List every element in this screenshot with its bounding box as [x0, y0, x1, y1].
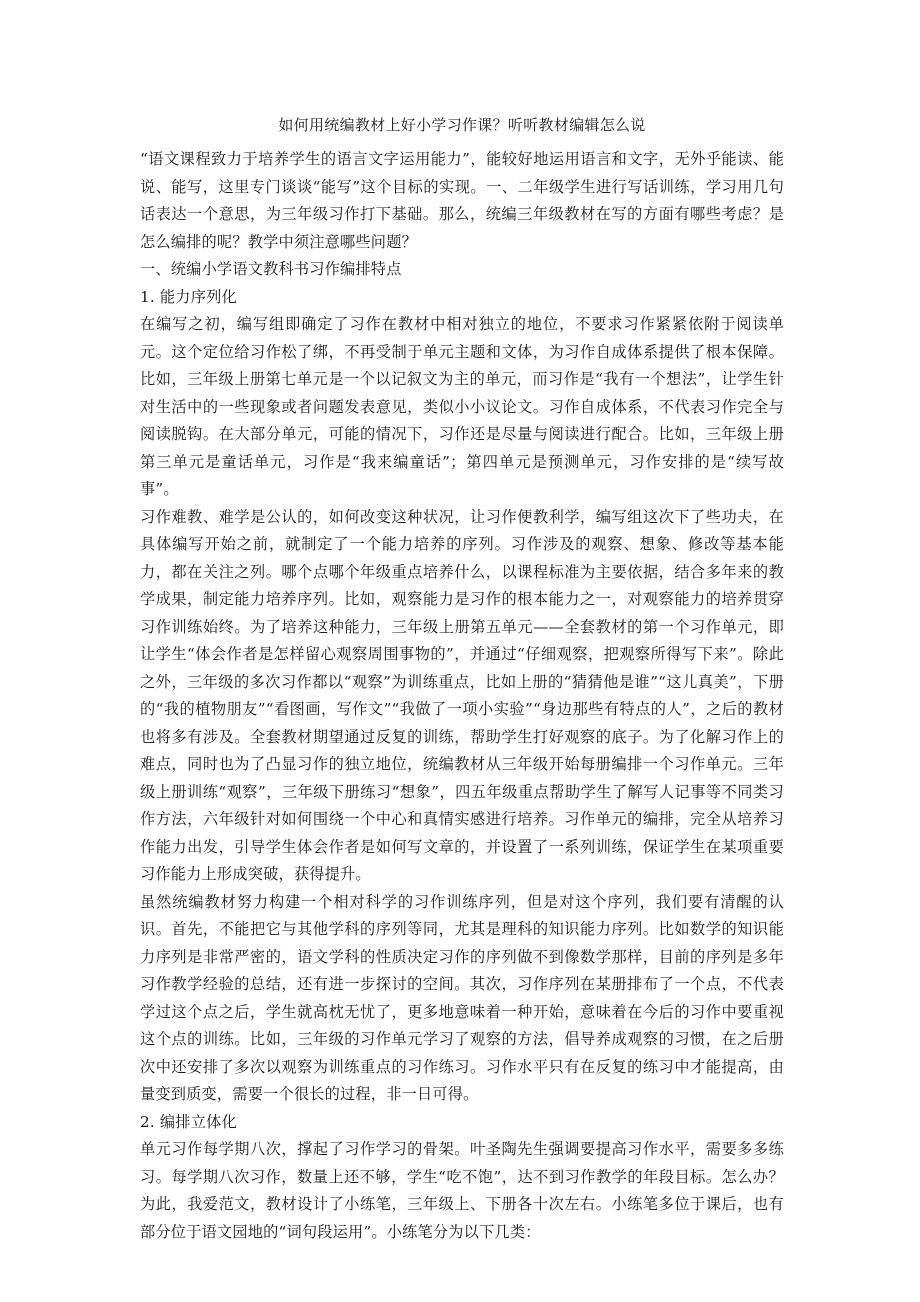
- paragraph-3: 虽然统编教材努力构建一个相对科学的习作训练序列，但是对这个序列，我们要有清醒的认识。首先，不能把它与其他学科的序列等同，尤其是理科的知识能力序列。比如数学的知识能力序列是非常严密的，语文学科的性质决定习作的序列做不到像数学那样，目前的序列是多年习作教学经验的总结，还有进一步探讨的空间。其次，习作序列在某册排布了一个点，不代表学过这个点之后，学生就高枕无忧了，更多地意味着一种开始，意味着在今后的习作中要重视这个点的训练。比如，三年级的习作单元学习了观察的方法，倡导养成观察的习惯，在之后册次中还安排了多次以观察为训练重点的习作练习。习作水平只有在反复的练习中才能提高，由量变到质变，需要一个很长的过程，非一日可得。: [140, 892, 784, 1103]
- subsection-heading-2: 2. 编排立体化: [140, 1112, 237, 1131]
- paragraph-4: 单元习作每学期八次，撑起了习作学习的骨架。叶圣陶先生强调要提高习作水平，需要多多练习。每学期八次习作，数量上还不够，学生“吃不饱”，达不到习作教学的年段目标。怎么办？为此，我爱范文，教材设计了小练笔，三年级上、下册各十次左右。小练笔多位于课后，也有部分位于语文园地的“词句段运用”。小练笔分为以下几类：: [140, 1140, 784, 1241]
- document-title: 如何用统编教材上好小学习作课？听听教材编辑怎么说: [278, 116, 646, 134]
- document-page: [140, 110, 784, 1246]
- subsection-heading-1: 1. 能力序列化: [140, 287, 237, 306]
- intro-paragraph: “语文课程致力于培养学生的语言文字运用能力”，能较好地运用语言和文字，无外乎能读、能说、能写，这里专门谈谈“能写”这个目标的实现。一、二年级学生进行写话训练，学习用几句话表达一个意思，为三年级习作打下基础。那么，统编三年级教材在写的方面有哪些考虑？是怎么编排的呢？教学中须注意哪些问题？: [140, 150, 784, 251]
- paragraph-1: 在编写之初，编写组即确定了习作在教材中相对独立的地位，不要求习作紧紧依附于阅读单元。这个定位给习作松了绑，不再受制于单元主题和文体，为习作自成体系提供了根本保障。比如，三年级上册第七单元是一个以记叙文为主的单元，而习作是“我有一个想法”，让学生针对生活中的一些现象或者问题发表意见，类似小小议论文。习作自成体系，不代表习作完全与阅读脱钩。在大部分单元，可能的情况下，习作还是尽量与阅读进行配合。比如，三年级上册第三单元是童话单元，习作是“我来编童话”；第四单元是预测单元，习作安排的是“续写故事”。: [140, 315, 784, 498]
- section-heading-1: 一、统编小学语文教科书习作编排特点: [140, 260, 402, 278]
- paragraph-2: 习作难教、难学是公认的，如何改变这种状况，让习作便教利学，编写组这次下了些功夫，在具体编写开始之前，就制定了一个能力培养的序列。习作涉及的观察、想象、修改等基本能力，都在关注之列。哪个点哪个年级重点培养什么，以课程标准为主要依据，结合多年来的教学成果，制定能力培养序列。比如，观察能力是习作的根本能力之一，对观察能力的培养贯穿习作训练始终。为了培养这种能力，三年级上册第五单元——全套教材的第一个习作单元，即让学生“体会作者是怎样留心观察周围事物的”，并通过“仔细观察，把观察所得写下来”。除此之外，三年级的多次习作都以“观察”为训练重点，比如上册的“猜猜他是谁”“这儿真美”，下册的“我的植物朋友”“看图画，写作文”“我做了一项小实验”“身边那些有特点的人”，之后的教材也将多有涉及。全套教材期望通过反复的训练，帮助学生打好观察的底子。为了化解习作上的难点，同时也为了凸显习作的独立地位，统编教材从三年级开始每册编排一个习作单元。三年级上册训练“观察”，三年级下册练习“想象”，四五年级重点帮助学生了解写人记事等不同类习作方法，六年级针对如何围绕一个中心和真情实感进行培养。习作单元的编排，完全从培养习作能力出发，引导学生体会作者是如何写文章的，并设置了一系列训练，保证学生在某项重要习作能力上形成突破，获得提升。: [140, 507, 784, 883]
